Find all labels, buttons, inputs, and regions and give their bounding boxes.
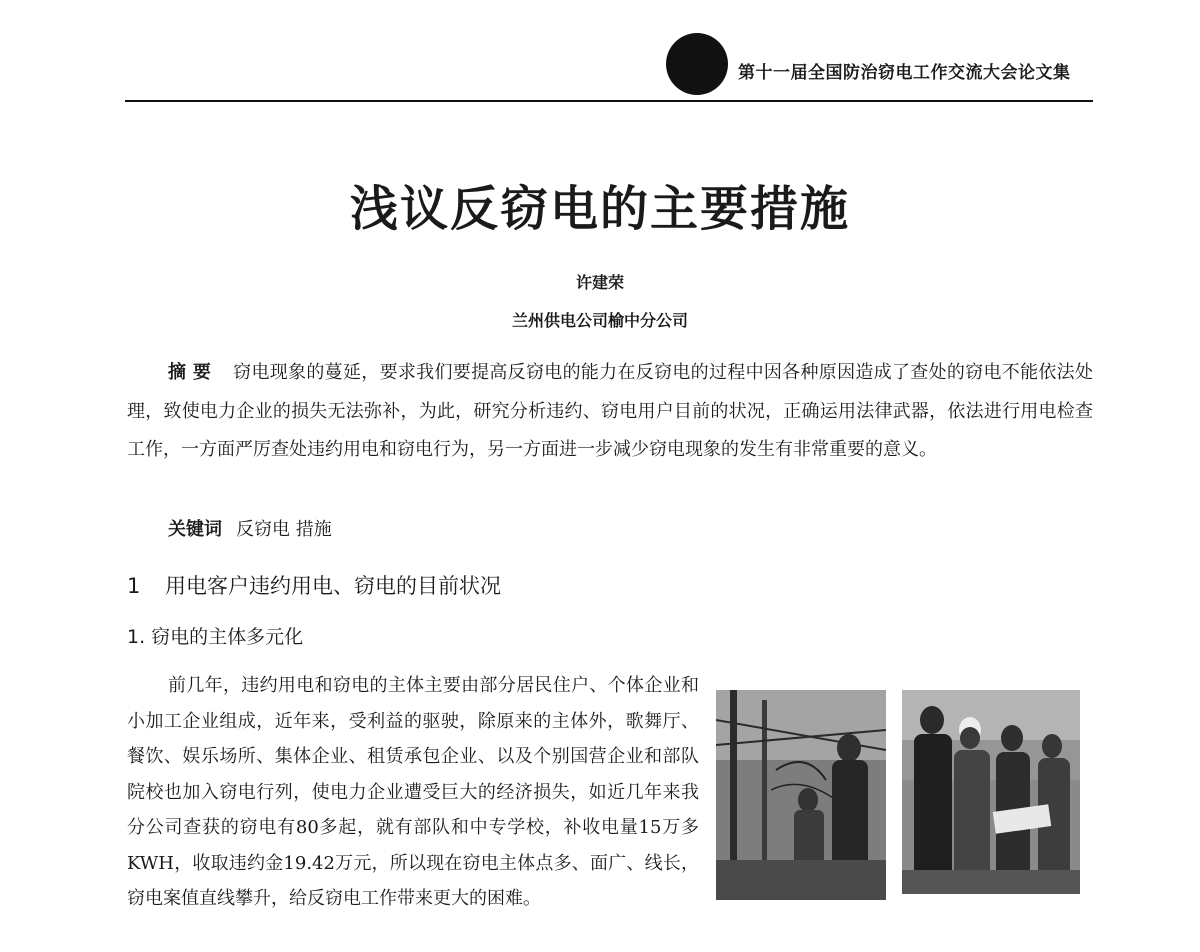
keywords xyxy=(168,515,332,541)
author: 许建荣 xyxy=(575,273,624,292)
header-rule xyxy=(125,100,1093,102)
keywords-text: 反窃电 措施 xyxy=(236,519,332,540)
photo-inspection-team xyxy=(902,690,1080,894)
section-heading xyxy=(127,570,501,600)
photo-inspection-team-illustration xyxy=(902,690,1080,894)
section-number: 1 xyxy=(127,574,141,598)
running-header: 第十一届全国防治窃电工作交流大会论文集 xyxy=(738,63,1071,83)
photo-workers-at-pole xyxy=(716,690,886,900)
section-title: 用电客户违约用电、窃电的目前状况 xyxy=(165,574,501,598)
abstract-label: 摘 要 xyxy=(168,362,212,383)
paper-title: 浅议反窃电的主要措施 xyxy=(349,181,850,237)
keywords-label: 关键词 xyxy=(168,519,222,540)
abstract xyxy=(127,354,1093,470)
header-emblem xyxy=(666,33,728,95)
photo-workers-at-pole-illustration xyxy=(716,690,886,900)
subsection-heading: 1. 窃电的主体多元化 xyxy=(127,626,304,648)
body-paragraph: 前几年，违约用电和窃电的主体主要由部分居民住户、个体企业和小加工企业组成，近年来，受利益的驱驶，除原来的主体外，歌舞厅、餐饮、娱乐场所、集体企业、租赁承包企业、以及个别国营企业和部队院校也加入窃电行列，使电力企业遭受巨大的经济损失，如近几年来我分公司查获的窃电有80多起，就有部队和中专学校，补收电量15万多KWH，收取违约金19.42万元，所以现在窃电主体点多、面广、线长，窃电案值直线攀升，给反窃电工作带来更大的困难。 xyxy=(127,675,699,909)
abstract-text: 窃电现象的蔓延，要求我们要提高反窃电的能力在反窃电的过程中因各种原因造成了查处的窃电不能依法处理，致使电力企业的损失无法弥补，为此，研究分析违约、窃电用户目前的状况，正确运用法律武器，依法进行用电检查工作，一方面严厉查处违约用电和窃电行为，另一方面进一步减少窃电现象的发生有非常重要的意义。 xyxy=(127,362,1093,460)
affiliation: 兰州供电公司榆中分公司 xyxy=(511,311,688,330)
